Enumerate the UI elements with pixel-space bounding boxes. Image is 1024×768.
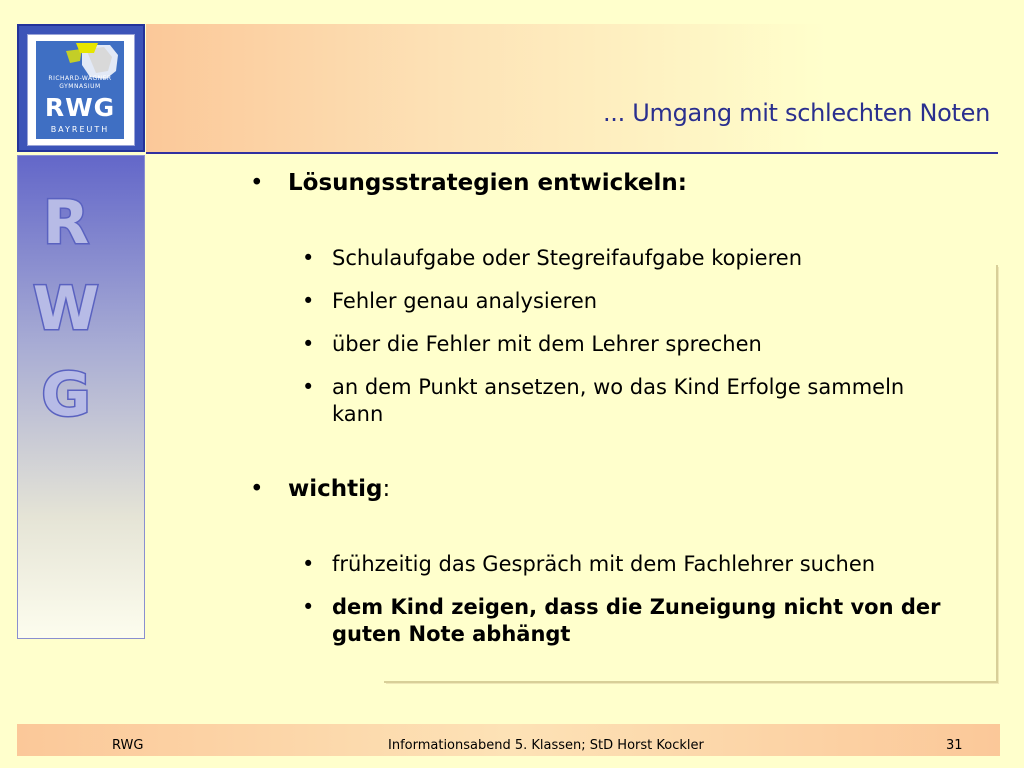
page-number: 31 [946, 738, 963, 753]
page-title: ... Umgang mit schlechten Noten [602, 99, 990, 127]
list-item-text: an dem Punkt ansetzen, wo das Kind Erfolge sammeln kann [332, 375, 905, 426]
footer-center: Informationsabend 5. Klassen; StD Horst Kockler [388, 738, 704, 753]
section1-heading: Lösungsstrategien entwickeln: [288, 170, 687, 196]
footer [17, 724, 1000, 756]
section2-heading-wrap [288, 476, 928, 502]
list-item-text: über die Fehler mit dem Lehrer sprechen [332, 332, 762, 356]
section2-heading-suffix: : [382, 476, 391, 502]
bullet-dot: • [250, 476, 264, 502]
bullet-dot: • [302, 289, 315, 313]
bullet-dot: • [302, 595, 315, 619]
list-item-text: Fehler genau analysieren [332, 289, 598, 313]
list-item-text: dem Kind zeigen, dass die Zuneigung nicht von der guten Note abhängt [332, 595, 941, 646]
bullet-dot: • [302, 246, 315, 270]
list-item-text: Schulaufgabe oder Stegreifaufgabe kopieren [332, 246, 803, 270]
bullet-dot: • [302, 332, 315, 356]
bullet-dot: • [302, 375, 315, 399]
list-item-text: frühzeitig das Gespräch mit dem Fachlehrer suchen [332, 552, 876, 576]
logo-line1: RICHARD-WAGNER [48, 75, 112, 82]
logo-city: BAYREUTH [50, 125, 110, 134]
section2-heading: wichtig [288, 476, 383, 502]
sidebar-letter-w: W [32, 274, 100, 344]
bullet-dot: • [250, 170, 264, 196]
logo-line2: GYMNASIUM [59, 83, 101, 90]
sidebar-letter-g: G [41, 360, 91, 430]
logo-abbr: RWG [44, 93, 116, 122]
sidebar-letter-r: R [42, 188, 90, 258]
footer-left: RWG [112, 738, 144, 753]
bullet-dot: • [302, 552, 315, 576]
